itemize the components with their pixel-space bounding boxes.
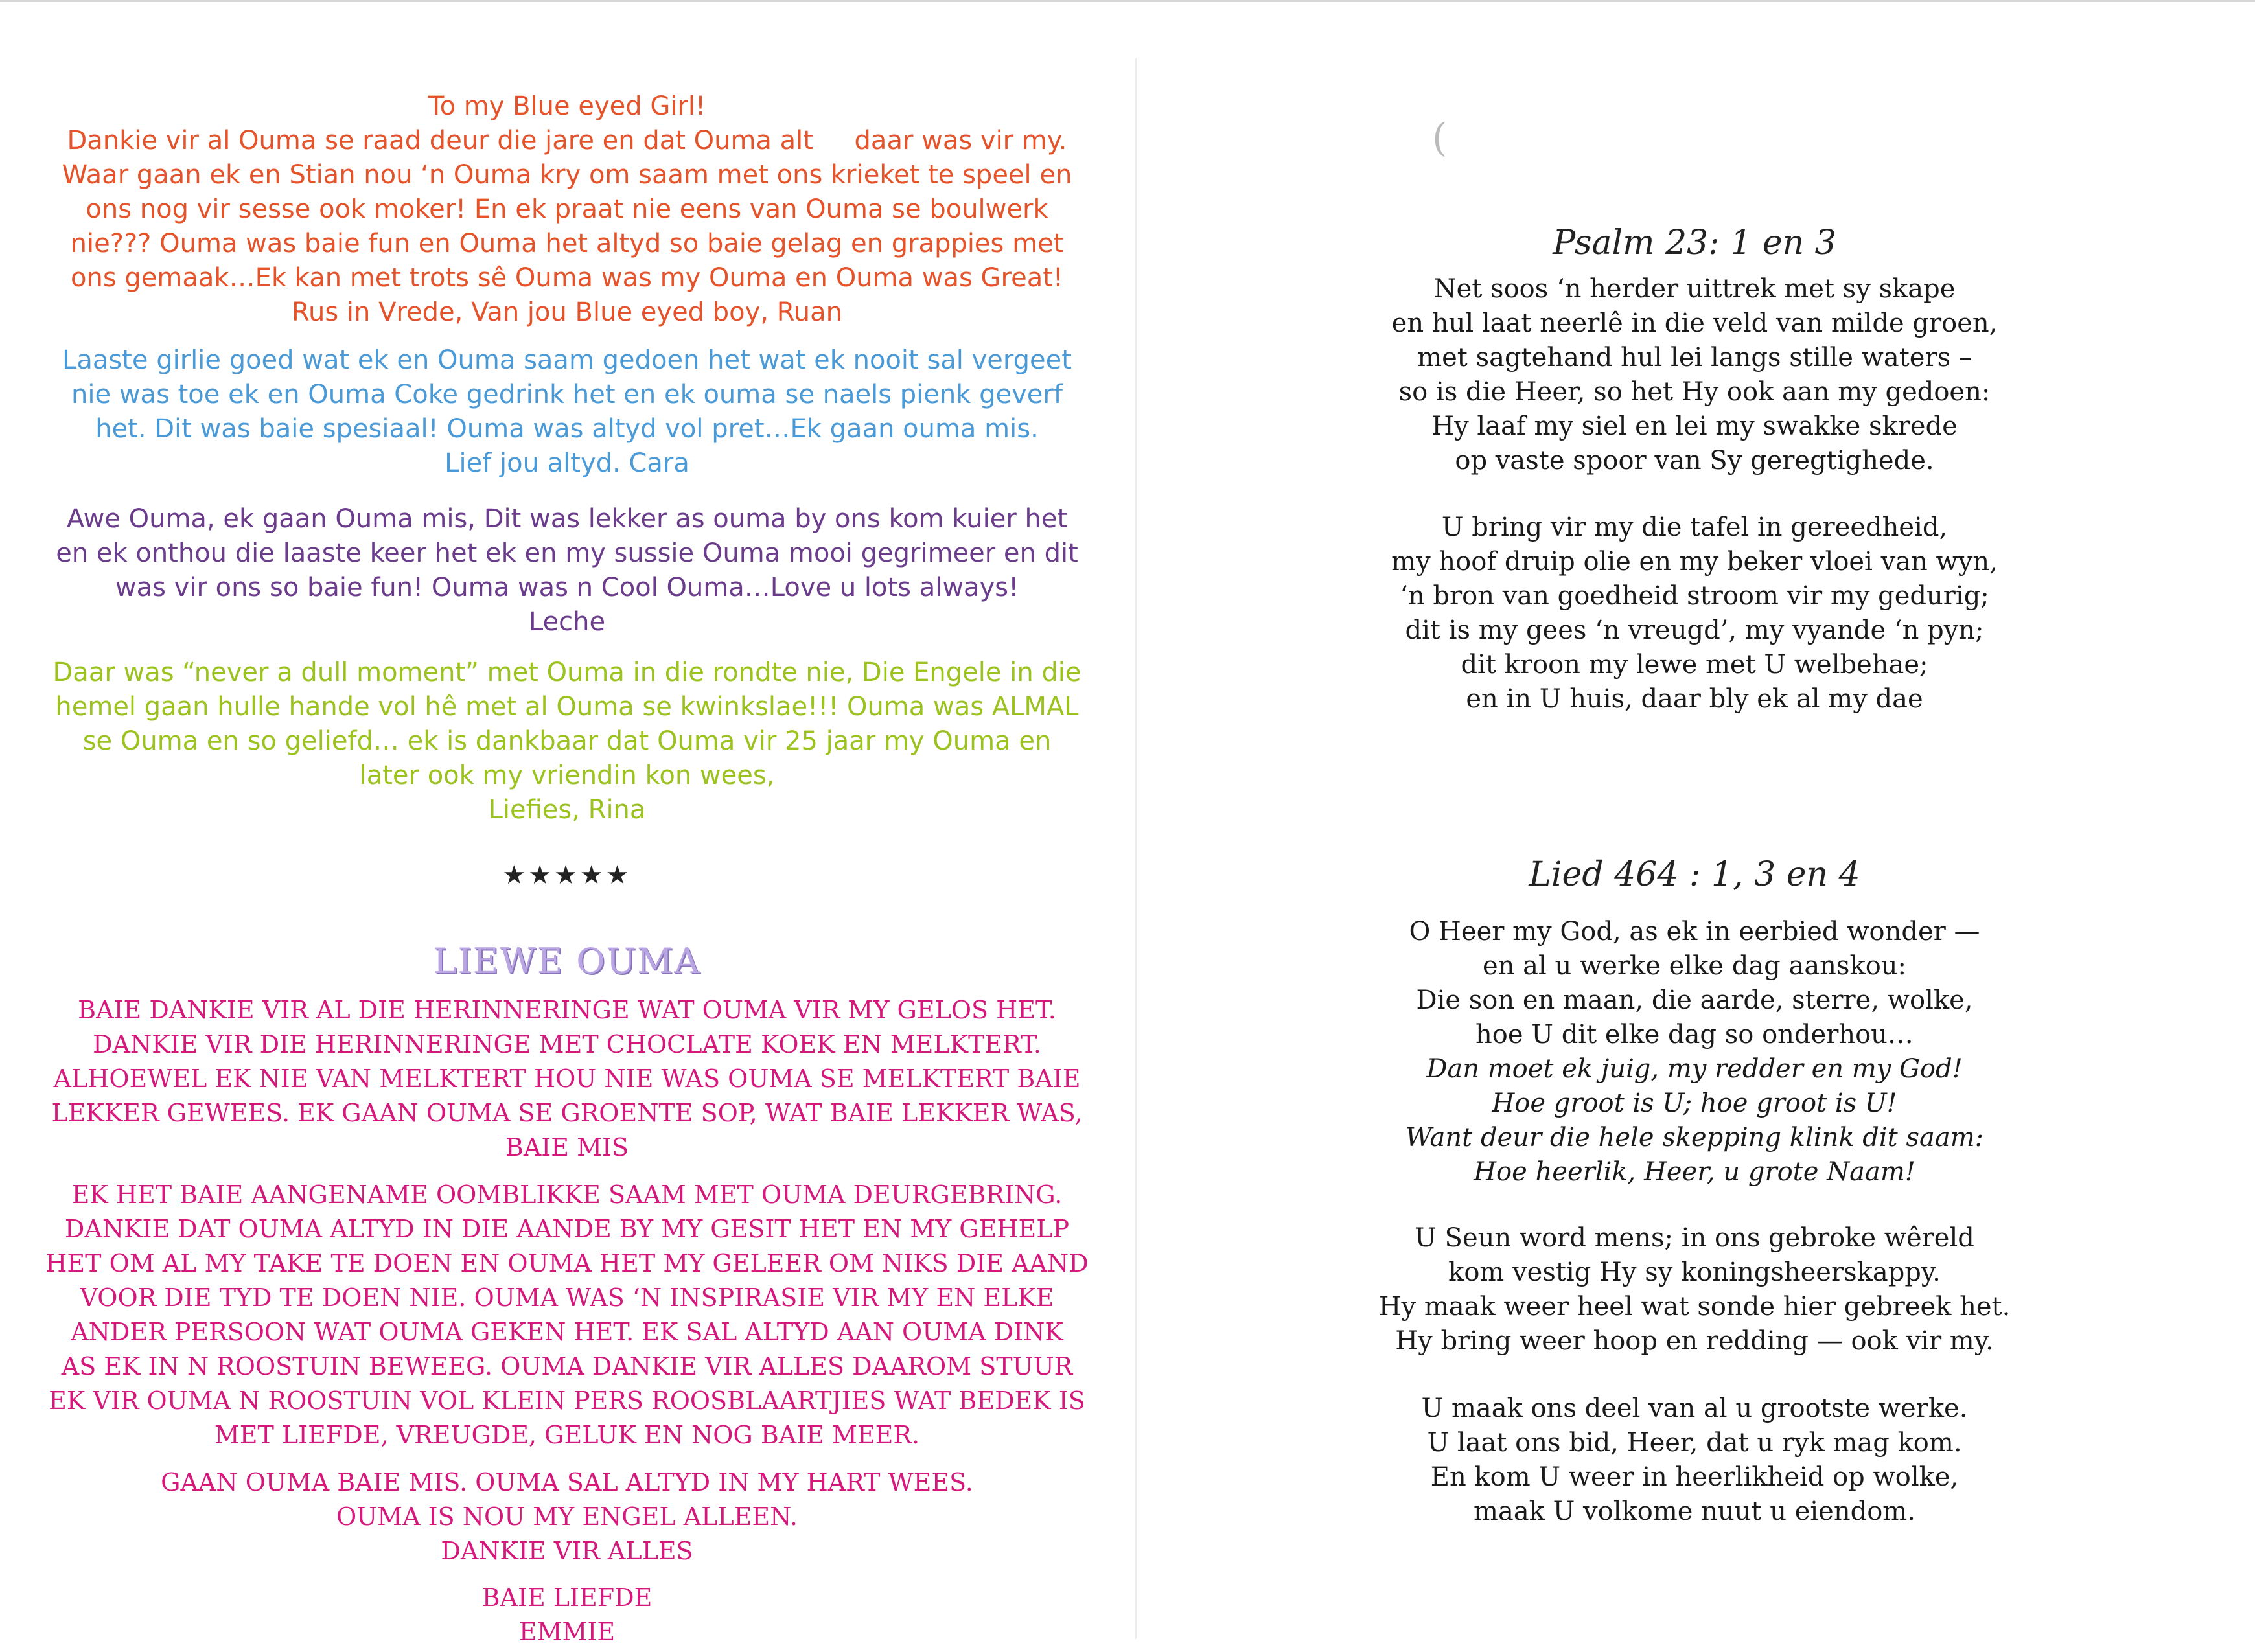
psalm-verse-3 <box>1134 511 2255 717</box>
verse-line: en hul laat neerlê in die veld van milde groen, <box>1391 308 1998 338</box>
verse-line: met sagtehand hul lei langs stille waters – <box>1417 343 1972 373</box>
text-line: Laaste girlie goed wat ek en Ouma saam gedoen het wat ek nooit sal vergeet <box>62 345 1072 375</box>
lied-verse-4 <box>1134 1392 2255 1529</box>
verse-line: U bring vir my die tafel in gereedheid, <box>1441 512 1948 542</box>
refrain-line: Hoe groot is U; hoe groot is U! <box>1492 1088 1897 1118</box>
text-line: ons gemaak…Ek kan met trots sê Ouma was my Ouma en Ouma was Great! <box>71 263 1063 293</box>
verse-line: O Heer my God, as ek in eerbied wonder — <box>1409 917 1980 946</box>
text-line: HET OM AL MY TAKE TE DOEN EN OUMA HET MY GELEER OM NIKS DIE AAND <box>45 1249 1089 1278</box>
text-line: ALHOEWEL EK NIE VAN MELKTERT HOU NIE WAS OUMA SE MELKTERT BAIE <box>53 1064 1081 1093</box>
lied-verse-3 <box>1134 1221 2255 1359</box>
tribute-emmie-signature <box>0 1581 1134 1649</box>
tribute-emmie-paragraph-3 <box>0 1465 1134 1568</box>
tribute-ruan <box>0 89 1134 330</box>
verse-line: kom vestig Hy sy koningsheerskappy. <box>1448 1257 1941 1287</box>
verse-line: ‘n bron van goedheid stroom vir my gedurig; <box>1400 581 1989 611</box>
verse-line: Hy bring weer hoop en redding — ook vir my. <box>1395 1326 1994 1356</box>
signature-line: Liefies, Rina <box>488 795 646 825</box>
signature-line: Lief jou altyd. Cara <box>445 448 689 478</box>
verse-line: En kom U weer in heerlikheid op wolke, <box>1430 1462 1959 1492</box>
tribute-emmie-paragraph-1 <box>0 993 1134 1165</box>
verse-line: so is die Heer, so het Hy ook aan my gedoen: <box>1398 377 1991 407</box>
verse-line: U laat ons bid, Heer, dat u ryk mag kom. <box>1427 1428 1962 1458</box>
refrain-line: Dan moet ek juig, my redder en my God! <box>1426 1054 1963 1084</box>
verse-line: en al u werke elke dag aanskou: <box>1482 951 1907 981</box>
text-line: EK VIR OUMA N ROOSTUIN VOL KLEIN PERS ROOSBLAARTJIES WAT BEDEK IS <box>49 1386 1085 1415</box>
scan-mark: ( <box>1432 115 1448 161</box>
text-line: Daar was “never a dull moment” met Ouma in die rondte nie, Die Engele in die <box>52 658 1081 687</box>
verse-line: Net soos ‘n herder uittrek met sy skape <box>1433 274 1956 304</box>
text-line: later ook my vriendin kon wees, <box>359 761 775 790</box>
text-line: en ek onthou die laaste keer het ek en my sussie Ouma mooi gegrimeer en dit <box>56 538 1078 568</box>
text-line: hemel gaan hulle hande vol hê met al Ouma se kwinkslae!!! Ouma was ALMAL <box>55 692 1079 722</box>
psalm-verse-1 <box>1134 272 2255 478</box>
signature-line: BAIE LIEFDE <box>481 1583 653 1612</box>
signature-line: EMMIE <box>518 1618 616 1646</box>
verse-line: Die son en maan, die aarde, sterre, wolke, <box>1416 985 1973 1015</box>
text-line: nie was toe ek en Ouma Coke gedrink het en ek ouma se naels pienk geverf <box>71 380 1063 409</box>
signature-line: Leche <box>528 607 606 637</box>
text-line: DANKIE VIR DIE HERINNERINGE MET CHOCLATE KOEK EN MELKTERT. <box>93 1030 1041 1059</box>
verse-line: Hy laaf my siel en lei my swakke skrede <box>1431 411 1958 441</box>
right-page <box>1134 0 2255 1652</box>
psalm-title: Psalm 23: 1 en 3 <box>1553 224 1836 262</box>
text-line: het. Dit was baie spesiaal! Ouma was altyd vol pret…Ek gaan ouma mis. <box>95 414 1039 444</box>
text-line: DANKIE DAT OUMA ALTYD IN DIE AANDE BY MY GESIT HET EN MY GEHELP <box>64 1215 1070 1243</box>
refrain-line: Want deur die hele skepping klink dit saam: <box>1405 1123 1984 1153</box>
verse-line: dit kroon my lewe met U welbehae; <box>1461 650 1928 680</box>
text-line: MET LIEFDE, VREUGDE, GELUK EN NOG BAIE MEER. <box>214 1421 920 1449</box>
text-line: ons nog vir sesse ook moker! En ek praat nie eens van Ouma se boulwerk <box>86 194 1048 224</box>
lied-title: Lied 464 : 1, 3 en 4 <box>1529 855 1860 894</box>
verse-line: maak U volkome nuut u eiendom. <box>1474 1497 1915 1526</box>
tribute-leche <box>0 502 1134 639</box>
text-line: Awe Ouma, ek gaan Ouma mis, Dit was lekker as ouma by ons kom kuier het <box>66 504 1068 534</box>
text-line: nie??? Ouma was baie fun en Ouma het altyd so baie gelag en grappies met <box>70 229 1064 258</box>
text-line: Dankie vir al Ouma se raad deur die jare en dat Ouma alt daar was vir my. <box>67 126 1067 155</box>
text-line: ANDER PERSOON WAT OUMA GEKEN HET. EK SAL ALTYD AAN OUMA DINK <box>71 1318 1063 1346</box>
tribute-cara <box>0 343 1134 481</box>
text-line: OUMA IS NOU MY ENGEL ALLEEN. <box>336 1502 798 1531</box>
text-line: AS EK IN N ROOSTUIN BEWEEG. OUMA DANKIE VIR ALLES DAAROM STUUR <box>61 1352 1073 1381</box>
text-line: BAIE MIS <box>505 1133 629 1162</box>
text-line: GAAN OUMA BAIE MIS. OUMA SAL ALTYD IN MY HART WEES. <box>161 1468 973 1497</box>
verse-line: Hy maak weer heel wat sonde hier gebreek het. <box>1378 1292 2011 1322</box>
verse-line: op vaste spoor van Sy geregtighede. <box>1455 446 1934 476</box>
emmie-heading: LIEWE OUMA <box>433 941 701 981</box>
text-line: EK HET BAIE AANGENAME OOMBLIKKE SAAM MET OUMA DEURGEBRING. <box>71 1180 1063 1209</box>
text-line: BAIE DANKIE VIR AL DIE HERINNERINGE WAT OUMA VIR MY GELOS HET. <box>78 996 1056 1024</box>
verse-line: U maak ons deel van al u grootste werke. <box>1421 1394 1968 1423</box>
verse-line: U Seun word mens; in ons gebroke wêreld <box>1415 1223 1974 1253</box>
lied-verse-1 <box>1134 915 2255 1189</box>
text-line: se Ouma en so geliefd… ek is dankbaar dat Ouma vir 25 jaar my Ouma en <box>82 726 1052 756</box>
signature-line: Rus in Vrede, Van jou Blue eyed boy, Ruan <box>292 297 842 327</box>
star-divider: ★★★★★ <box>502 860 632 890</box>
verse-line: hoe U dit elke dag so onderhou… <box>1475 1020 1914 1050</box>
verse-line: my hoof druip olie en my beker vloei van wyn, <box>1391 547 1998 577</box>
text-line: DANKIE VIR ALLES <box>441 1537 693 1565</box>
text-line: To my Blue eyed Girl! <box>428 91 706 121</box>
text-line: VOOR DIE TYD TE DOEN NIE. OUMA WAS ‘N INSPIRASIE VIR MY EN ELKE <box>80 1283 1054 1312</box>
text-line: was vir ons so baie fun! Ouma was n Cool Ouma…Love u lots always! <box>115 573 1019 602</box>
tribute-emmie-paragraph-2 <box>0 1178 1134 1452</box>
verse-line: en in U huis, daar bly ek al my dae <box>1466 684 1923 714</box>
refrain-line: Hoe heerlik, Heer, u grote Naam! <box>1474 1157 1915 1187</box>
text-line: LEKKER GEWEES. EK GAAN OUMA SE GROENTE SOP, WAT BAIE LEKKER WAS, <box>51 1099 1083 1127</box>
verse-line: dit is my gees ‘n vreugd’, my vyande ‘n pyn; <box>1405 615 1984 645</box>
text-line: Waar gaan ek en Stian nou ‘n Ouma kry om saam met ons krieket te speel en <box>62 160 1072 190</box>
tribute-rina <box>0 656 1134 827</box>
